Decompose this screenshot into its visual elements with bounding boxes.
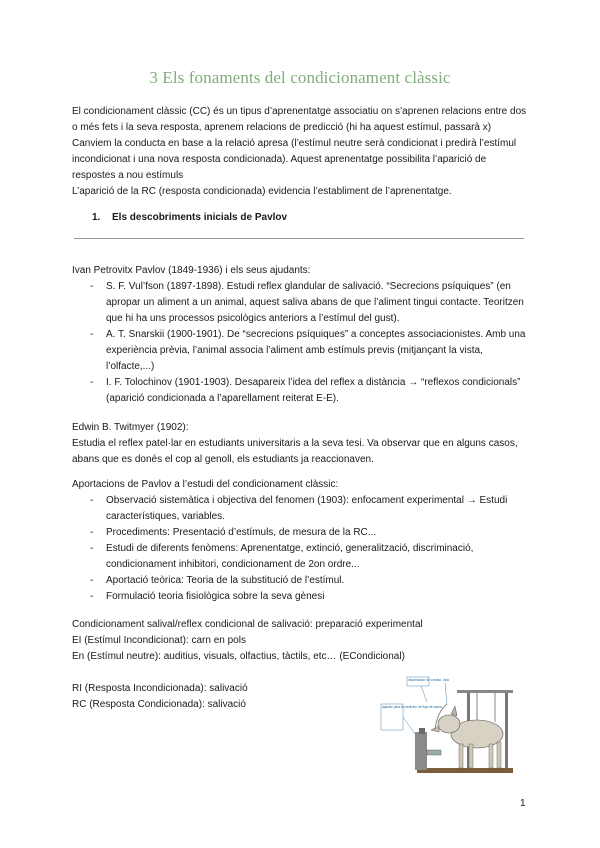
list-item: - Observació sistemàtica i objectiva del fenomen (1903): enfocament experimental → Estudi característiques, variables. xyxy=(72,493,528,525)
figure-label-tube: tubo xyxy=(443,678,450,682)
condicionament-line: En (Estímul neutre): auditius, visuals, olfactius, tàctils, etc… (ECondicional) xyxy=(72,651,405,662)
page-title: 3 Els fonaments del condicionament clàssic xyxy=(149,68,451,87)
rc-line: RC (Resposta Condicionada): salivació xyxy=(72,699,246,710)
aportacions-block xyxy=(72,477,528,605)
section-number: 1. xyxy=(92,212,101,223)
figure-label-saliva: aparato para la medición de flujo de saliva xyxy=(382,705,442,709)
condicionament-line: Condicionament salival/reflex condicional de salivació: preparació experimental xyxy=(72,619,423,630)
twitmyer-block xyxy=(72,420,528,468)
intro-paragraph xyxy=(72,104,528,200)
list-item: - A. T. Snarskii (1900-1901). De “secrecions psíquiques” a conceptes associacionistes. Amb una experiència prèvia, l’animal associa l’aliment amb estímuls previs (mitjançant la vista, l’olfacte,...) xyxy=(72,327,528,375)
list-item: - Aportació teòrica: Teoria de la substitució de l’estímul. xyxy=(72,573,528,589)
pavlov-intro: Ivan Petrovitx Pavlov (1849-1936) i els seus ajudants: xyxy=(72,265,311,276)
intro-line: Canviem la conducta en base a la relació apresa (l’estímul neutre serà condicionat i predirà l’estímul incondicionat i una nova resposta condicionada). Aquest aprenentatge possibilita l’aparició de respostes a nou estímuls xyxy=(72,138,517,181)
list-item: - S. F. Vul’fson (1897-1898). Estudi reflex glandular de salivació. “Secrecions psíquiques” (en apropar un aliment a un animal, aquest saliva abans de que l’aliment tingui contacte. Teoritzen que hi ha uns processos psicològics anteriors a l’estímul del gust). xyxy=(72,279,528,327)
section-title: Els descobriments inicials de Pavlov xyxy=(112,212,288,223)
aportacions-list xyxy=(72,493,528,605)
list-item: - Formulació teoria fisiològica sobre la seva gènesi xyxy=(72,589,528,605)
section-divider xyxy=(74,238,524,239)
pavlov-block xyxy=(72,263,528,407)
ri-line: RI (Resposta Incondicionada): salivació xyxy=(72,683,248,694)
aportacions-intro: Aportacions de Pavlov a l’estudi del condicionament clàssic: xyxy=(72,479,339,490)
condicionament-line: EI (Estímul Incondicionat): carn en pols xyxy=(72,635,246,646)
section-heading xyxy=(92,212,287,223)
intro-line: L’aparició de la RC (resposta condicionada) evidencia l’establiment de l’aprenentatge. xyxy=(72,186,452,197)
page-number: 1 xyxy=(520,798,526,809)
condicionament-block xyxy=(72,617,528,665)
twitmyer-text: Estudia el reflex patel·lar en estudiants universitaris a la seva tesi. Va observar que en alguns casos, abans que es donés el cop al genoll, els estudiants ja reaccionaven. xyxy=(72,438,518,465)
list-item: - I. F. Tolochinov (1901-1903). Desapareix l’idea del reflex a distància → “reflexos condicionals” (aparició condicionada a l’aparellament reiterat E-E). xyxy=(72,375,528,407)
list-item: - Estudi de diferents fenòmens: Aprenentatge, extinció, generalització, discriminació, condicionament inhibitori, condicionament de 2on ordre... xyxy=(72,541,528,573)
twitmyer-name: Edwin B. Twitmyer (1902): xyxy=(72,422,189,433)
pavlov-dog-illustration xyxy=(377,672,517,782)
list-item: - Procediments: Presentació d’estímuls, de mesura de la RC... xyxy=(72,525,528,541)
assistants-list xyxy=(72,279,528,407)
intro-line: El condicionament clàssic (CC) és un tipus d’aprenentatge associatiu on s’aprenen relacions entre dos o més fets i la seva resposta, aprenem relacions de predicció (hi ha aquest estímul, passarà x) xyxy=(72,106,527,133)
figure-label-dispenser: dispensador de comida xyxy=(408,678,441,682)
